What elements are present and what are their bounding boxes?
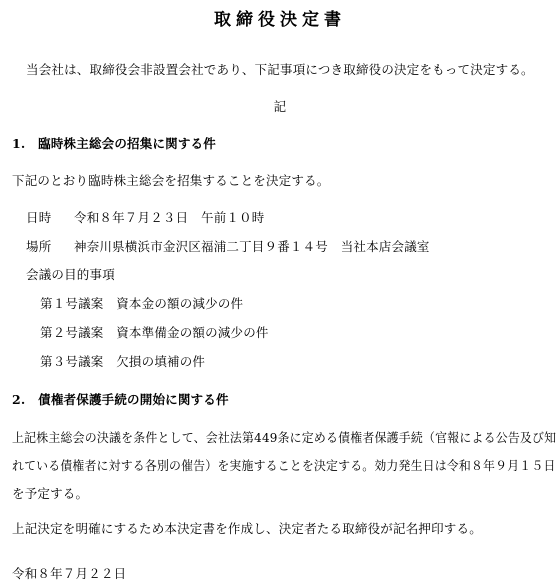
section2-heading: 2. 債権者保護手続の開始に関する件 (12, 392, 229, 407)
agenda-item-label: 第２号議案 (40, 325, 104, 340)
agenda-item (40, 354, 205, 370)
document-date: 令和８年７月２２日 (12, 566, 127, 581)
agenda-item-label: 第３号議案 (40, 354, 104, 369)
place-label: 場所 (26, 239, 52, 254)
agenda-item-text: 資本金の額の減少の件 (116, 296, 244, 311)
document-title: 取締役決定書 (214, 10, 346, 30)
place-value: 神奈川県横浜市金沢区福浦二丁目９番１４号 当社本店会議室 (74, 239, 430, 254)
agenda-item-text: 資本準備金の額の減少の件 (116, 325, 269, 340)
ki-marker: 記 (273, 99, 287, 114)
datetime-value: 令和８年７月２３日 午前１０時 (74, 210, 265, 225)
agenda-item (40, 296, 243, 312)
section1-heading: 1. 臨時株主総会の招集に関する件 (12, 136, 216, 151)
agenda-item-label: 第１号議案 (40, 296, 104, 311)
agenda-heading: 会議の目的事項 (26, 267, 115, 282)
section1-body: 下記のとおり臨時株主総会を招集することを決定する。 (12, 173, 330, 188)
agenda-item-text: 欠損の填補の件 (116, 354, 206, 369)
section2-body-line: れている債権者に対する各別の催告）を実施することを決定する。効力発生日は令和８年９月１５日 (12, 458, 556, 473)
section2-body-line: を予定する。 (12, 486, 89, 501)
section2-body-line: 上記株主総会の決議を条件として、会社法第449条に定める債権者保護手続（官報による公告及び知 (12, 430, 557, 445)
place-row (26, 239, 430, 255)
agenda-item (40, 325, 269, 341)
datetime-label: 日時 (26, 210, 52, 225)
closing-text: 上記決定を明確にするため本決定書を作成し、決定者たる取締役が記名押印する。 (12, 521, 482, 536)
intro-text: 当会社は、取締役会非設置会社であり、下記事項につき取締役の決定をもって決定する。 (26, 62, 534, 77)
datetime-row (26, 210, 265, 226)
